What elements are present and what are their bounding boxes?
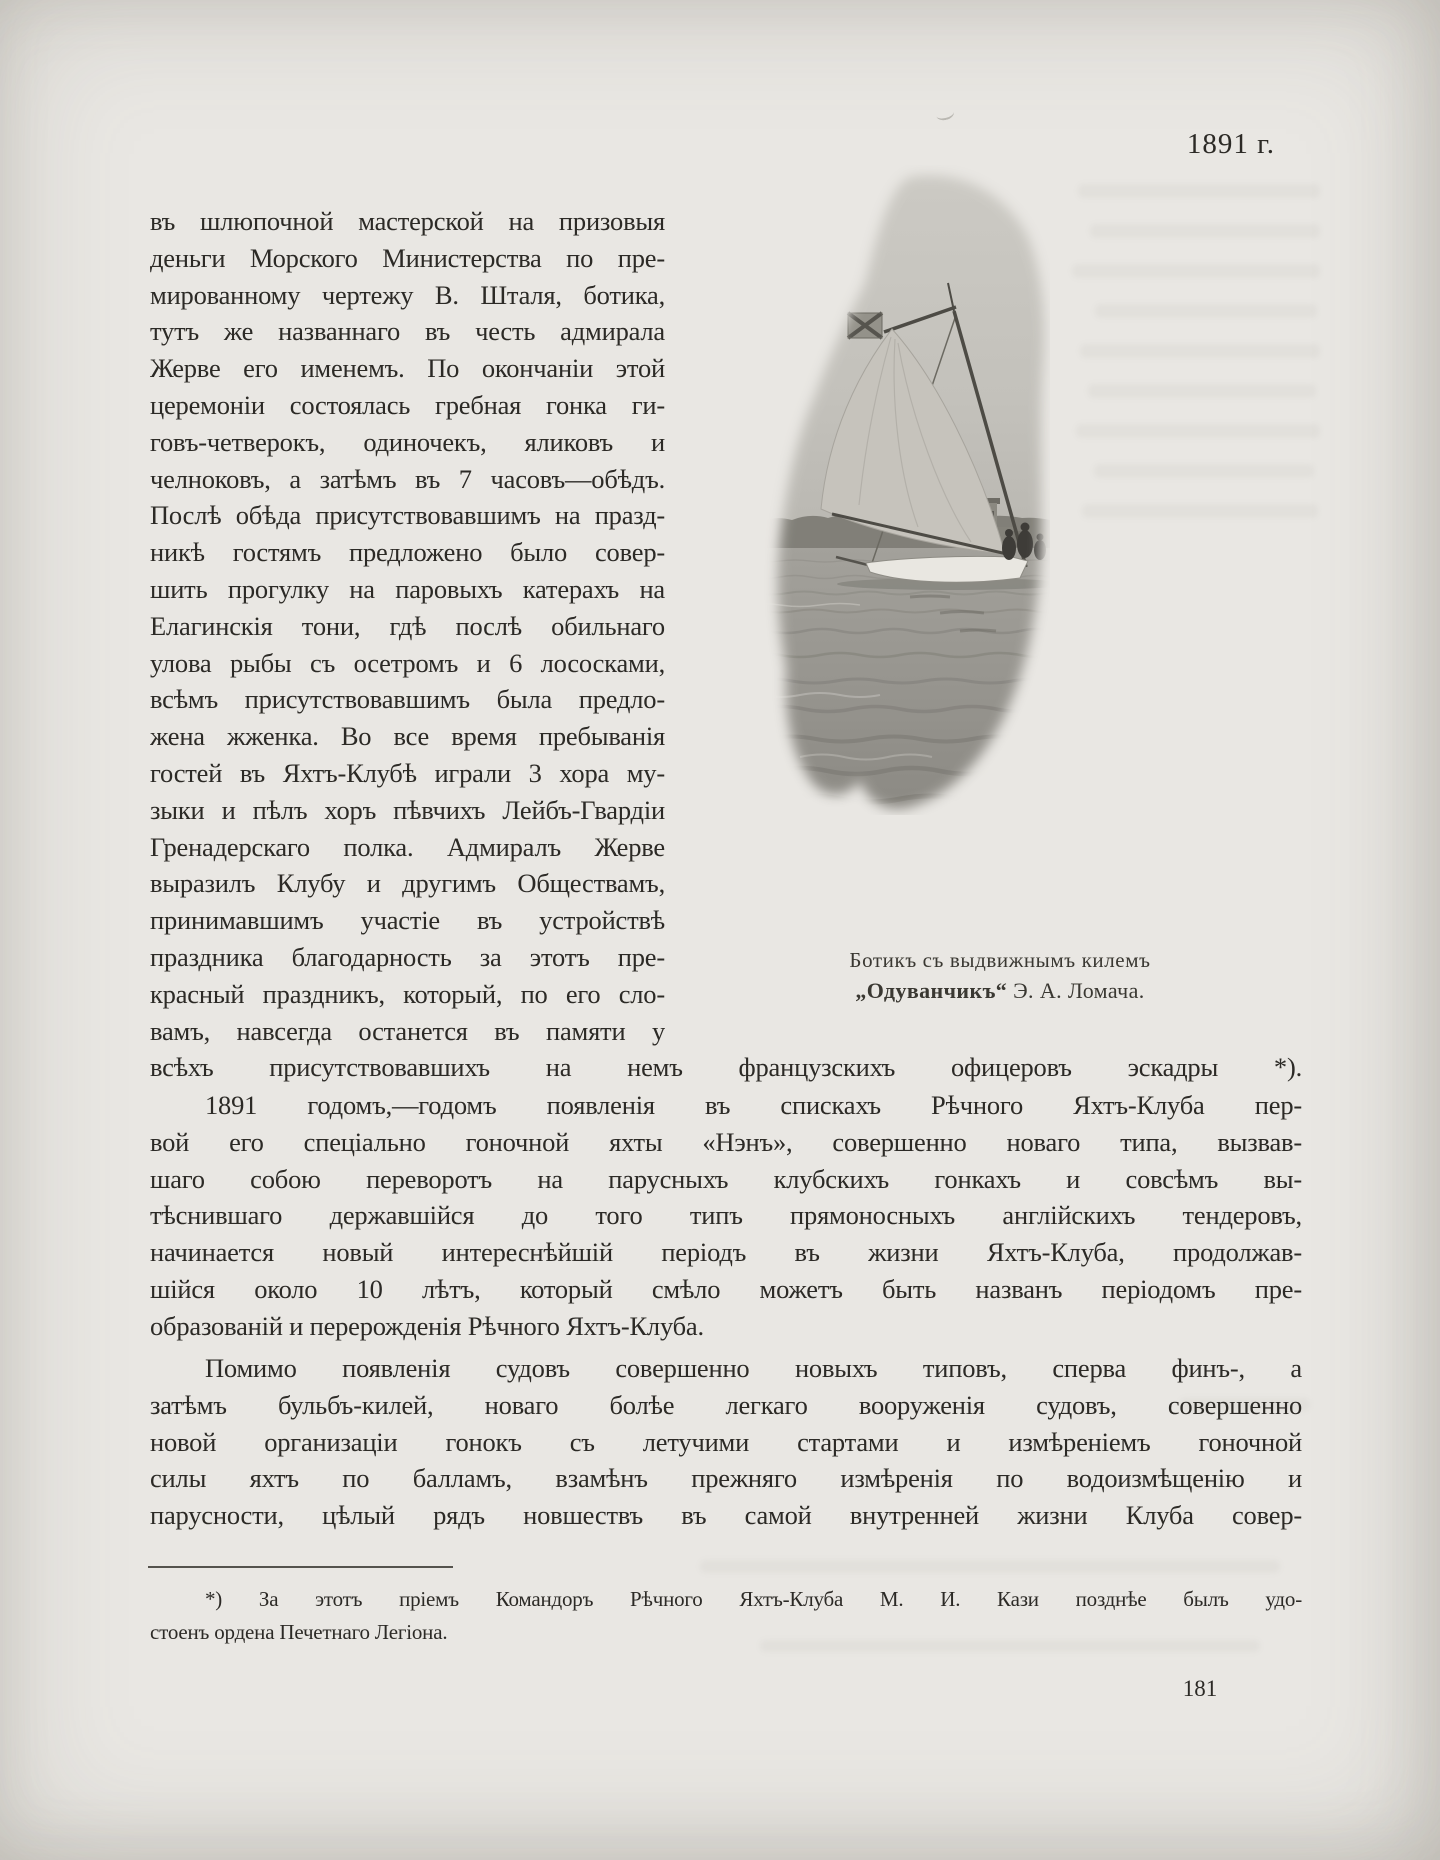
- text-line: праздника благодарность за этотъ пре-: [150, 941, 665, 972]
- text-line: Жерве его именемъ. По окончаніи этой: [150, 353, 665, 384]
- text-line: выразилъ Клубу и другимъ Обществамъ,: [150, 868, 665, 899]
- text-line: затѣмъ бульбъ-килей, новаго болѣе легкаго вооруженія судовъ, совершенно: [150, 1389, 1302, 1420]
- footnote: [150, 1583, 1302, 1648]
- footnote-divider-rule: [148, 1566, 453, 1568]
- text-line: деньги Морского Министерства по пре-: [150, 242, 665, 273]
- text-line: принимавшимъ участіе въ устройствѣ: [150, 905, 665, 936]
- show-through-ghost: [1082, 504, 1318, 518]
- text-line: челноковъ, а затѣмъ въ 7 часовъ—обѣдъ.: [150, 463, 665, 494]
- text-line: начинается новый интереснѣйшій періодъ въ жизни Яхтъ-Клуба, продолжав-: [150, 1237, 1302, 1268]
- show-through-ghost: [1088, 384, 1316, 398]
- text-line: никѣ гостямъ предложено было совер-: [150, 537, 665, 568]
- text-line: говъ-четверокъ, одиночекъ, яликовъ и: [150, 426, 665, 457]
- show-through-ghost: [1094, 464, 1314, 478]
- text-line: 1891 годомъ,—годомъ появленія въ спискахъ Рѣчного Яхтъ-Клуба пер-: [205, 1090, 1302, 1120]
- sailboat-photo-illustration: [660, 165, 1050, 815]
- text-line: церемоніи состоялась гребная гонка ги-: [150, 389, 665, 420]
- boat-name: „Одуванчикъ“: [855, 978, 1008, 1003]
- show-through-ghost: [1078, 184, 1320, 198]
- paper-scratch-mark: [935, 106, 955, 122]
- show-through-ghost: [1080, 344, 1320, 358]
- page-number: 181: [1182, 1676, 1218, 1701]
- show-through-ghost: [1072, 264, 1320, 278]
- text-line: парусности, цѣлый рядъ новшествъ въ самой внутренней жизни Клуба совер-: [150, 1500, 1302, 1531]
- text-line: Гренадерскаго полка. Адмиралъ Жерве: [150, 831, 665, 862]
- text-line: Помимо появленія судовъ совершенно новыхъ типовъ, сперва финъ-, а: [205, 1353, 1302, 1383]
- paragraph: [150, 1350, 1302, 1534]
- show-through-ghost: [1076, 424, 1320, 438]
- text-line: гостей въ Яхтъ-Клубѣ играли 3 хора му-: [150, 757, 665, 788]
- show-through-ghost: [1095, 304, 1317, 318]
- show-through-ghost: [700, 1560, 1280, 1573]
- show-through-ghost: [1090, 224, 1320, 238]
- text-line: шаго собою переворотъ на парусныхъ клубскихъ гонкахъ и совсѣмъ вы-: [150, 1163, 1302, 1194]
- text-line: новой организаціи гонокъ съ летучими стартами и измѣреніемъ гоночной: [150, 1426, 1302, 1457]
- page-header-year: 1891 г.: [1186, 128, 1275, 160]
- text-line: красный праздникъ, который, по его сло-: [150, 978, 665, 1009]
- text-line: жена жженка. Во все время пребыванія: [150, 721, 665, 752]
- footnote-line: *) За этотъ пріемъ Командоръ Рѣчного Яхтъ-Клуба М. И. Кази позднѣе былъ удо-: [205, 1587, 1302, 1611]
- text-line: всѣхъ присутствовавшихъ на немъ французскихъ офицеровъ эскадры *).: [150, 1052, 1302, 1082]
- text-line: Елагинскія тони, гдѣ послѣ обильнаго: [150, 610, 665, 641]
- text-line: зыки и пѣлъ хоръ пѣвчихъ Лейбъ-Гвардіи: [150, 794, 665, 825]
- text-line: вой его спеціально гоночной яхты «Нэнъ», совершенно новаго типа, вызвав-: [150, 1126, 1302, 1157]
- text-line: улова рыбы съ осетромъ и 6 лососками,: [150, 647, 665, 678]
- text-line: тѣснившаго державшійся до того типъ прямоносныхъ англійскихъ тендеровъ,: [150, 1200, 1302, 1231]
- text-line: въ шлюпочной мастерской на призовыя: [150, 206, 665, 236]
- text-line: вамъ, навсегда останется въ памяти у: [150, 1015, 665, 1046]
- left-text-column: [150, 203, 665, 1049]
- sailboat-photo: [660, 165, 1050, 815]
- photo-caption-line2: [745, 978, 1255, 1004]
- text-line: всѣмъ присутствовавшимъ была предло-: [150, 684, 665, 715]
- paragraph: [150, 1087, 1302, 1345]
- photo-caption: [745, 948, 1255, 1004]
- text-line: шійся около 10 лѣтъ, который смѣло можетъ быть названъ періодомъ пре-: [150, 1273, 1302, 1304]
- text-line: мированному чертежу В. Шталя, ботика,: [150, 279, 665, 310]
- photo-caption-line1: Ботикъ съ выдвижнымъ килемъ: [849, 948, 1151, 972]
- text-line: тутъ же названнаго въ честь адмирала: [150, 316, 665, 347]
- naval-flag: [848, 313, 882, 338]
- text-line: шить прогулку на паровыхъ катерахъ на: [150, 573, 665, 604]
- text-line: Послѣ обѣда присутствовавшимъ на празд-: [150, 500, 665, 531]
- text-line: образованій и перерожденія Рѣчного Яхтъ-Клуба.: [150, 1310, 704, 1341]
- boat-owner: Э. А. Ломача.: [1007, 978, 1145, 1003]
- footnote-line: стоенъ ордена Печетнаго Легіона.: [150, 1619, 448, 1644]
- text-line: силы яхтъ по балламъ, взамѣнъ прежняго измѣренія по водоизмѣщенію и: [150, 1463, 1302, 1494]
